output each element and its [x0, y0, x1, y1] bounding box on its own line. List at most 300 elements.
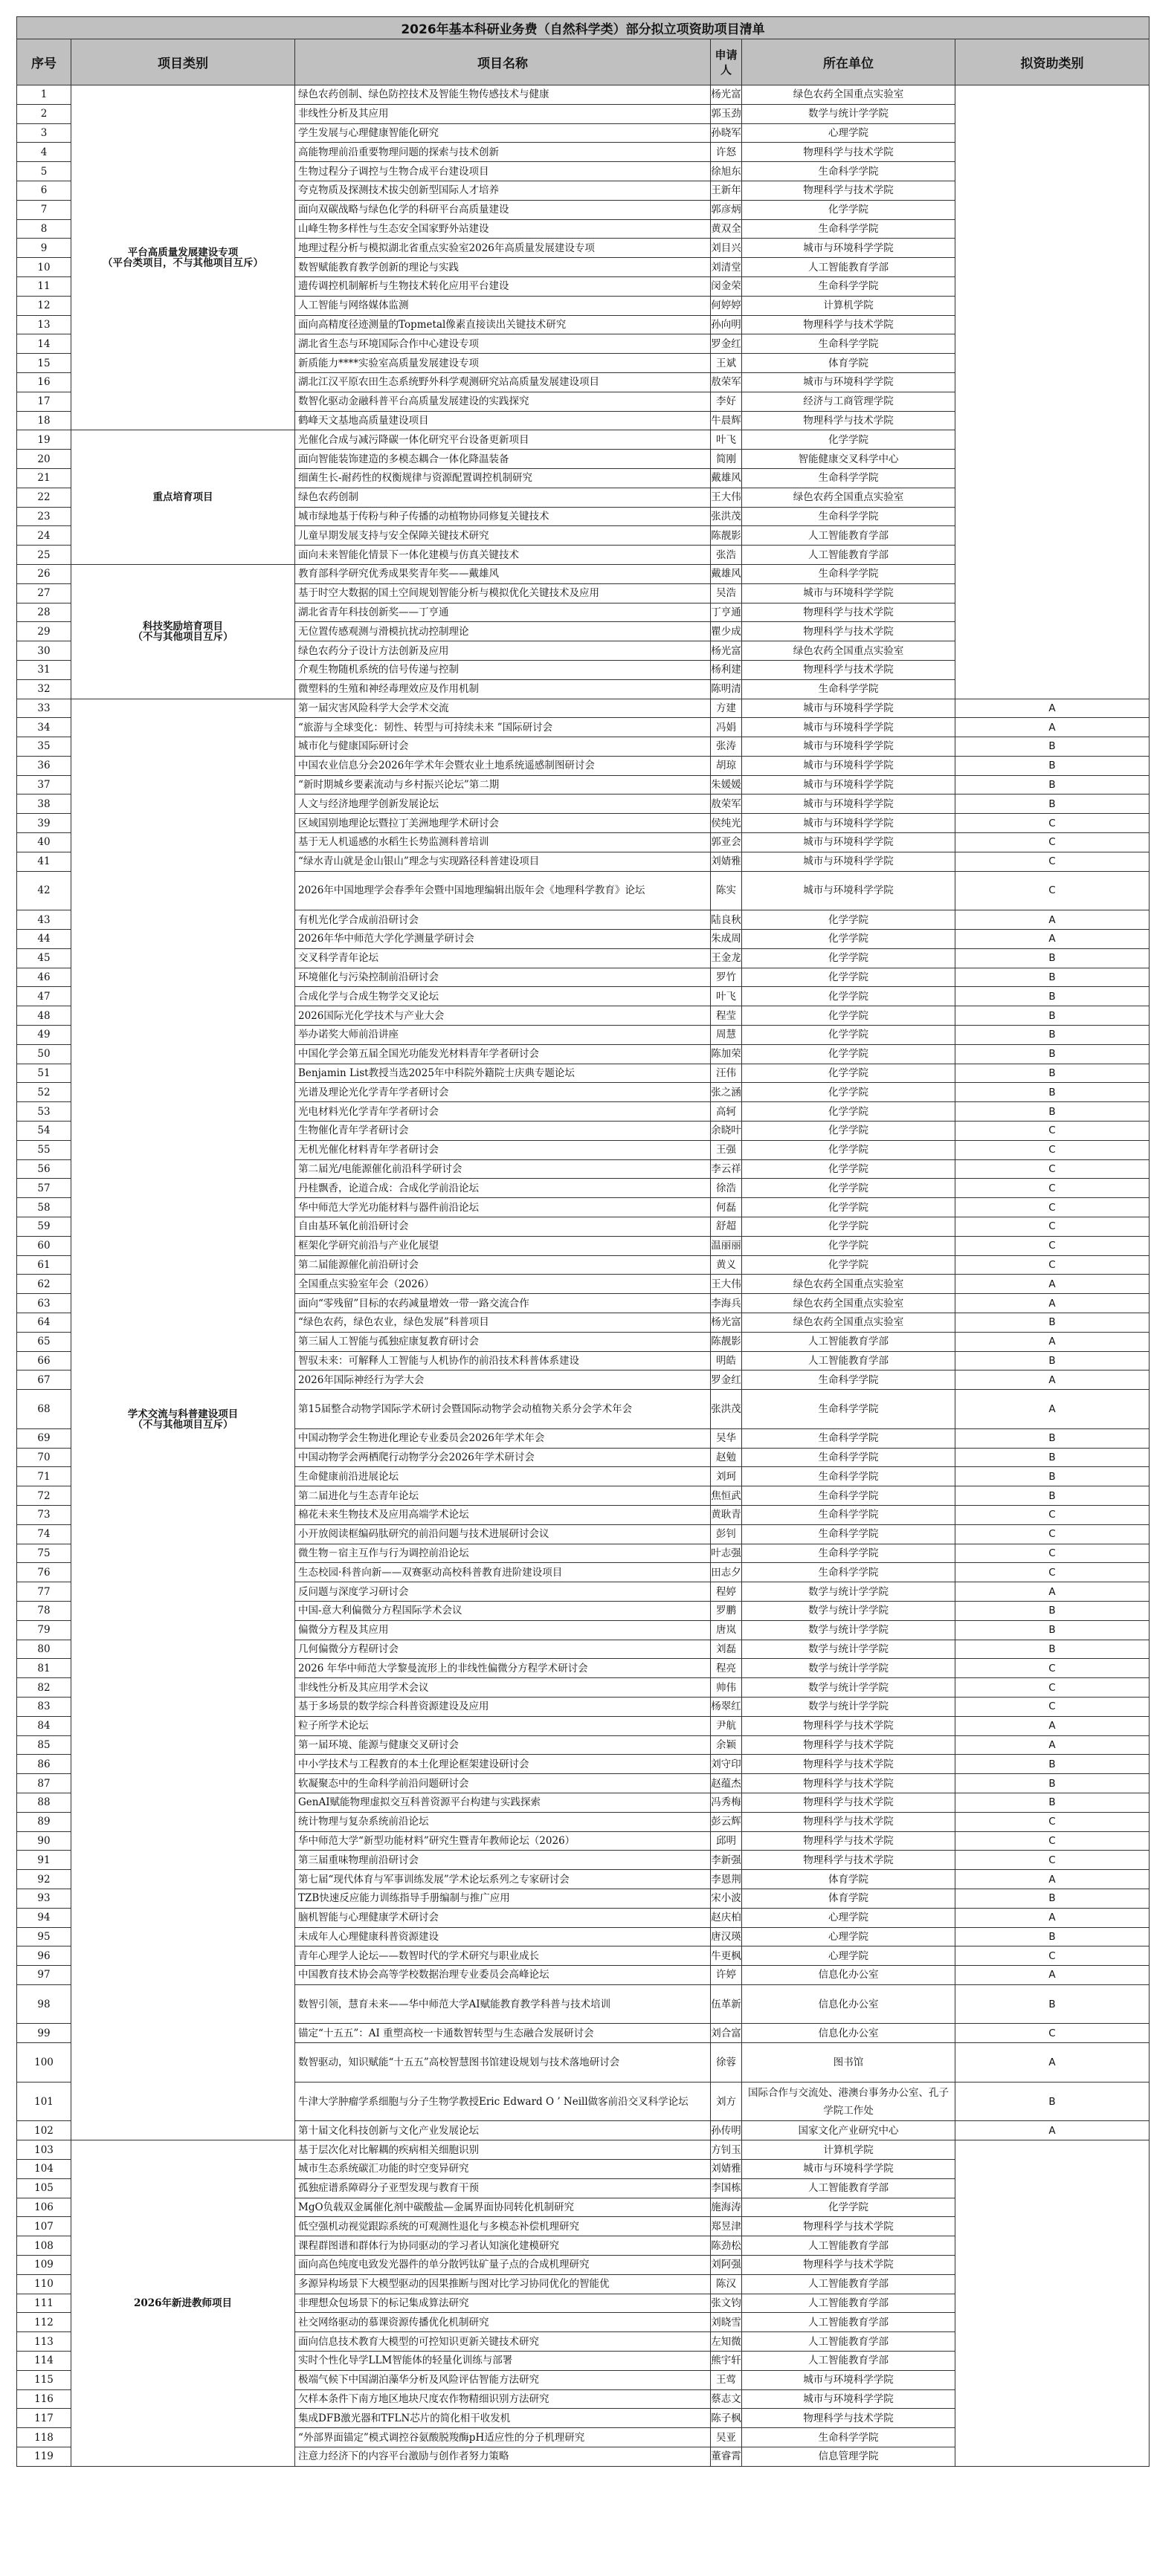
- applicant: 胡琼: [711, 756, 742, 775]
- applicant: 刘清堂: [711, 258, 742, 277]
- unit: 化学学院: [742, 1006, 955, 1026]
- project-name: 2026国际光化学技术与产业大会: [295, 1006, 711, 1026]
- funding-grade: C: [955, 1812, 1150, 1831]
- row-index: 3: [17, 123, 71, 143]
- unit: 城市与环境科学学院: [742, 756, 955, 775]
- applicant: 李海兵: [711, 1294, 742, 1313]
- unit: 物理科学与技术学院: [742, 1716, 955, 1735]
- unit: 人工智能教育学部: [742, 1351, 955, 1370]
- funding-grade: B: [955, 1026, 1150, 1045]
- funding-grade: C: [955, 871, 1150, 910]
- row-index: 59: [17, 1217, 71, 1237]
- row-index: 66: [17, 1351, 71, 1370]
- funding-grade: C: [955, 1255, 1150, 1275]
- row-index: 64: [17, 1313, 71, 1333]
- row-index: 38: [17, 795, 71, 814]
- unit: 数学与统计学学院: [742, 1582, 955, 1602]
- project-name: 集成DFB激光器和TFLN芯片的简化相干收发机: [295, 2409, 711, 2428]
- applicant: 李好: [711, 392, 742, 411]
- unit: 生命科学学院: [742, 162, 955, 181]
- project-name: 面向高精度径迹测量的Topmetal像素直接读出关键技术研究: [295, 315, 711, 334]
- row-index: 32: [17, 679, 71, 699]
- project-name: 面向信息技术教育大模型的可控知识更新关键技术研究: [295, 2332, 711, 2352]
- applicant: 杨利建: [711, 660, 742, 679]
- unit: 物理科学与技术学院: [742, 1774, 955, 1793]
- unit: 生命科学学院: [742, 564, 955, 583]
- row-index: 106: [17, 2198, 71, 2217]
- unit: 物理科学与技术学院: [742, 1831, 955, 1851]
- project-name: 生态校园·科普向新——双赛驱动高校科普教育进阶建设项目: [295, 1563, 711, 1582]
- funding-grade: A: [955, 718, 1150, 737]
- funding-grade: C: [955, 814, 1150, 833]
- project-name: 数智驱动，知识赋能“十五五”高校智慧图书馆建设规划与技术落地研讨会: [295, 2043, 711, 2083]
- applicant: 程莹: [711, 1006, 742, 1026]
- funding-grade-empty: [955, 2140, 1150, 2467]
- funding-grade: A: [955, 1735, 1150, 1755]
- project-name: “外部界面锚定”模式调控谷氨酸脱羧酶pH适应性的分子机理研究: [295, 2428, 711, 2447]
- funding-grade: C: [955, 1659, 1150, 1678]
- row-index: 104: [17, 2160, 71, 2179]
- row-index: 47: [17, 987, 71, 1006]
- unit: 生命科学学院: [742, 1370, 955, 1390]
- unit: 生命科学学院: [742, 1486, 955, 1506]
- unit: 化学学院: [742, 200, 955, 219]
- project-name: 偏微分方程及其应用: [295, 1620, 711, 1640]
- row-index: 48: [17, 1006, 71, 1026]
- category-label: 平台高质量发展建设专项: [127, 246, 239, 259]
- row-index: 18: [17, 411, 71, 430]
- unit: 城市与环境科学学院: [742, 871, 955, 910]
- row-index: 91: [17, 1851, 71, 1870]
- table-row: [17, 85, 1150, 105]
- applicant: 余颖: [711, 1735, 742, 1755]
- row-index: 30: [17, 641, 71, 661]
- table-title: 2026年基本科研业务费（自然科学类）部分拟立项资助项目清单: [17, 17, 1150, 39]
- applicant: 舒超: [711, 1217, 742, 1237]
- row-index: 6: [17, 181, 71, 200]
- applicant: 丁亨通: [711, 603, 742, 622]
- row-index: 45: [17, 948, 71, 968]
- category-cell: [71, 2140, 295, 2467]
- applicant: 方钊玉: [711, 2140, 742, 2160]
- funding-grade: B: [955, 1984, 1150, 2024]
- funding-grade: C: [955, 1851, 1150, 1870]
- applicant: 杨光富: [711, 641, 742, 661]
- applicant: 董睿霄: [711, 2447, 742, 2467]
- unit: 心理学院: [742, 1946, 955, 1966]
- applicant: 刘婧雅: [711, 852, 742, 871]
- project-name: 第二届能源催化前沿研讨会: [295, 1255, 711, 1275]
- row-index: 4: [17, 143, 71, 162]
- project-name: 2026年国际神经行为学大会: [295, 1370, 711, 1390]
- row-index: 74: [17, 1524, 71, 1544]
- applicant: 王莺: [711, 2370, 742, 2389]
- project-name: 鹤峰天文基地高质量建设项目: [295, 411, 711, 430]
- project-name: 框架化学研究前沿与产业化展望: [295, 1236, 711, 1255]
- row-index: 72: [17, 1486, 71, 1506]
- unit: 人工智能教育学部: [742, 546, 955, 565]
- funding-grade: B: [955, 1927, 1150, 1946]
- row-index: 87: [17, 1774, 71, 1793]
- applicant: 杨翠红: [711, 1697, 742, 1716]
- row-index: 46: [17, 968, 71, 987]
- project-name: 极端气候下中国湖泊藻华分析及风险评估智能方法研究: [295, 2370, 711, 2389]
- project-name: 基于多场景的数学综合科普资源建设及应用: [295, 1697, 711, 1716]
- row-index: 60: [17, 1236, 71, 1255]
- unit: 化学学院: [742, 430, 955, 450]
- row-index: 118: [17, 2428, 71, 2447]
- funding-grade: C: [955, 1140, 1150, 1159]
- unit: 数学与统计学学院: [742, 104, 955, 123]
- row-index: 108: [17, 2236, 71, 2256]
- project-name: 环境催化与污染控制前沿研讨会: [295, 968, 711, 987]
- unit: 计算机学院: [742, 296, 955, 315]
- project-name: 微生物－宿主互作与行为调控前沿论坛: [295, 1544, 711, 1563]
- funding-grade: C: [955, 1831, 1150, 1851]
- funding-grade: A: [955, 1332, 1150, 1351]
- project-name: 第二届光/电能源催化前沿科学研讨会: [295, 1159, 711, 1179]
- funding-grade: A: [955, 1275, 1150, 1294]
- applicant: 左知微: [711, 2332, 742, 2352]
- applicant: 温丽丽: [711, 1236, 742, 1255]
- row-index: 51: [17, 1064, 71, 1083]
- project-name: 绿色农药创制: [295, 488, 711, 507]
- funding-grade: C: [955, 1217, 1150, 1237]
- unit: 化学学院: [742, 930, 955, 949]
- funding-grade: B: [955, 1640, 1150, 1659]
- project-name: 生命健康前沿进展论坛: [295, 1467, 711, 1486]
- applicant: 焦恒武: [711, 1486, 742, 1506]
- unit: 物理科学与技术学院: [742, 622, 955, 641]
- funding-grade: A: [955, 2121, 1150, 2140]
- funding-grade: A: [955, 1582, 1150, 1602]
- category-note: （不与其他项目互斥）: [132, 1418, 233, 1431]
- project-name: 数智引领，慧育未来——华中师范大学AI赋能教育教学科普与技术培训: [295, 1984, 711, 2024]
- applicant: 郑昱津: [711, 2217, 742, 2236]
- row-index: 35: [17, 737, 71, 757]
- project-name: 未成年人心理健康科普资源建设: [295, 1927, 711, 1946]
- category-cell: [71, 699, 295, 2140]
- funding-grade: C: [955, 1544, 1150, 1563]
- unit: 智能健康交叉科学中心: [742, 450, 955, 469]
- project-name: 中小学技术与工程教育的本土化理论框架建设研讨会: [295, 1755, 711, 1774]
- funding-grade: B: [955, 756, 1150, 775]
- row-index: 13: [17, 315, 71, 334]
- project-name: 2026 年华中师范大学黎曼流形上的非线性偏微分方程学术研讨会: [295, 1659, 711, 1678]
- funding-grade: B: [955, 1601, 1150, 1620]
- applicant: 孙传明: [711, 2121, 742, 2140]
- unit: 物理科学与技术学院: [742, 1755, 955, 1774]
- header-grade: 拟资助类别: [955, 39, 1150, 85]
- applicant: 吴亚: [711, 2428, 742, 2447]
- row-index: 94: [17, 1908, 71, 1927]
- applicant: 刘晓雪: [711, 2313, 742, 2332]
- unit: 物理科学与技术学院: [742, 1851, 955, 1870]
- category-label: 学术交流与科普建设项目: [127, 1408, 239, 1420]
- project-name: 丹桂飘香，论道合成：合成化学前沿论坛: [295, 1179, 711, 1198]
- table-body: [17, 85, 1150, 2467]
- project-name: 基于无人机遥感的水稻生长势监测科普培训: [295, 833, 711, 852]
- project-name: 青年心理学人论坛——数智时代的学术研究与职业成长: [295, 1946, 711, 1966]
- unit: 城市与环境科学学院: [742, 833, 955, 852]
- row-index: 16: [17, 372, 71, 392]
- applicant: 侯纯光: [711, 814, 742, 833]
- funding-grade: B: [955, 987, 1150, 1006]
- funding-grade: B: [955, 775, 1150, 795]
- unit: 体育学院: [742, 354, 955, 373]
- applicant: 陈加荣: [711, 1044, 742, 1064]
- applicant: 李恩荆: [711, 1870, 742, 1889]
- unit: 生命科学学院: [742, 1467, 955, 1486]
- project-name: 智驭未来：可解释人工智能与人机协作的前沿技术科普体系建设: [295, 1351, 711, 1370]
- row-index: 31: [17, 660, 71, 679]
- project-name: 面向未来智能化情景下一体化建模与仿真关键技术: [295, 546, 711, 565]
- project-name: TZB快速反应能力训练指导手册编制与推广应用: [295, 1889, 711, 1908]
- unit: 物理科学与技术学院: [742, 2409, 955, 2428]
- project-name: 第二届进化与生态青年论坛: [295, 1486, 711, 1506]
- unit: 城市与环境科学学院: [742, 2370, 955, 2389]
- applicant: 王金龙: [711, 948, 742, 968]
- row-index: 11: [17, 276, 71, 296]
- project-name: 第15届整合动物学国际学术研讨会暨国际动物学会动植物关系分会学术年会: [295, 1390, 711, 1429]
- applicant: 刘珂: [711, 1467, 742, 1486]
- row-index: 54: [17, 1122, 71, 1141]
- row-index: 109: [17, 2256, 71, 2275]
- row-index: 82: [17, 1678, 71, 1698]
- applicant: 黄双全: [711, 219, 742, 239]
- project-name: 教育部科学研究优秀成果奖青年奖——戴雄风: [295, 564, 711, 583]
- category-cell: [71, 564, 295, 699]
- applicant: 明皓: [711, 1351, 742, 1370]
- project-name: 遗传调控机制解析与生物技术转化应用平台建设: [295, 276, 711, 296]
- unit: 化学学院: [742, 910, 955, 930]
- applicant: 王新年: [711, 181, 742, 200]
- unit: 化学学院: [742, 1255, 955, 1275]
- applicant: 孙向明: [711, 315, 742, 334]
- row-index: 98: [17, 1984, 71, 2024]
- applicant: 何磊: [711, 1198, 742, 1217]
- project-name: 中国-意大利偏微分方程国际学术会议: [295, 1601, 711, 1620]
- applicant: 郭玉劲: [711, 104, 742, 123]
- applicant: 冯娟: [711, 718, 742, 737]
- applicant: 朱媛媛: [711, 775, 742, 795]
- header-name: 项目名称: [295, 39, 711, 85]
- applicant: 黄义: [711, 1255, 742, 1275]
- row-index: 69: [17, 1428, 71, 1448]
- unit: 绿色农药全国重点实验室: [742, 641, 955, 661]
- unit: 信息管理学院: [742, 2447, 955, 2467]
- unit: 生命科学学院: [742, 1505, 955, 1524]
- project-name: 湖北省青年科技创新奖——丁亨通: [295, 603, 711, 622]
- funding-grade: A: [955, 930, 1150, 949]
- row-index: 99: [17, 2024, 71, 2043]
- row-index: 90: [17, 1831, 71, 1851]
- category-note: （不与其他项目互斥）: [132, 630, 233, 643]
- row-index: 52: [17, 1083, 71, 1102]
- project-name: 光谱及理论光化学青年学者研讨会: [295, 1083, 711, 1102]
- row-index: 50: [17, 1044, 71, 1064]
- row-index: 19: [17, 430, 71, 450]
- row-index: 23: [17, 507, 71, 526]
- row-index: 15: [17, 354, 71, 373]
- project-name: 介观生物随机系统的信号传递与控制: [295, 660, 711, 679]
- applicant: 黄耿青: [711, 1505, 742, 1524]
- project-name: 儿童早期发展支持与安全保障关键技术研究: [295, 526, 711, 546]
- row-index: 95: [17, 1927, 71, 1946]
- project-name: 2026年华中师范大学化学测量学研讨会: [295, 930, 711, 949]
- project-name: 课程群图谱和群体行为协同驱动的学习者认知演化建模研究: [295, 2236, 711, 2256]
- project-name: 欠样本条件下南方地区地块尺度农作物精细识别方法研究: [295, 2389, 711, 2409]
- applicant: 彭云辉: [711, 1812, 742, 1831]
- row-index: 42: [17, 871, 71, 910]
- applicant: 陈靓影: [711, 1332, 742, 1351]
- row-index: 116: [17, 2389, 71, 2409]
- unit: 物理科学与技术学院: [742, 181, 955, 200]
- project-name: 绿色农药分子设计方法创新及应用: [295, 641, 711, 661]
- header-row: [17, 39, 1150, 85]
- applicant: 熊宇轩: [711, 2352, 742, 2371]
- unit: 化学学院: [742, 1102, 955, 1122]
- unit: 绿色农药全国重点实验室: [742, 1313, 955, 1333]
- unit: 城市与环境科学学院: [742, 814, 955, 833]
- funding-grade: A: [955, 699, 1150, 718]
- unit: 化学学院: [742, 1140, 955, 1159]
- applicant: 陈汉: [711, 2274, 742, 2294]
- project-name: 数智赋能教育教学创新的理论与实践: [295, 258, 711, 277]
- row-index: 61: [17, 1255, 71, 1275]
- row-index: 49: [17, 1026, 71, 1045]
- unit: 人工智能教育学部: [742, 2332, 955, 2352]
- row-index: 89: [17, 1812, 71, 1831]
- funding-grade: A: [955, 2043, 1150, 2083]
- category-label: 科技奖励培育项目: [143, 620, 223, 632]
- unit: 物理科学与技术学院: [742, 2217, 955, 2236]
- unit: 绿色农药全国重点实验室: [742, 1294, 955, 1313]
- unit: 化学学院: [742, 968, 955, 987]
- unit: 生命科学学院: [742, 2428, 955, 2447]
- unit: 人工智能教育学部: [742, 258, 955, 277]
- funding-grade: B: [955, 795, 1150, 814]
- table-row: [17, 2140, 1150, 2160]
- applicant: 张洪茂: [711, 1390, 742, 1429]
- project-name: MgO负载双金属催化剂中碳酸盐—金属界面协同转化机制研究: [295, 2198, 711, 2217]
- project-name: 多源异构场景下大模型驱动的因果推断与图对比学习协同优化的智能优: [295, 2274, 711, 2294]
- unit: 化学学院: [742, 2198, 955, 2217]
- unit: 体育学院: [742, 1889, 955, 1908]
- applicant: 张之涵: [711, 1083, 742, 1102]
- row-index: 86: [17, 1755, 71, 1774]
- project-name: Benjamin List教授当选2025年中科院外籍院士庆典专题论坛: [295, 1064, 711, 1083]
- project-name: 中国动物学会两栖爬行动物学分会2026年学术研讨会: [295, 1448, 711, 1467]
- unit: 经济与工商管理学院: [742, 392, 955, 411]
- row-index: 36: [17, 756, 71, 775]
- applicant: 戴雄风: [711, 564, 742, 583]
- project-name: 自由基环氧化前沿研讨会: [295, 1217, 711, 1237]
- applicant: 刘婧雅: [711, 2160, 742, 2179]
- row-index: 80: [17, 1640, 71, 1659]
- applicant: 高轲: [711, 1102, 742, 1122]
- project-name: 学生发展与心理健康智能化研究: [295, 123, 711, 143]
- funding-grade: C: [955, 1505, 1150, 1524]
- project-name: 第三届人工智能与孤独症康复教育研讨会: [295, 1332, 711, 1351]
- applicant: 朱成周: [711, 930, 742, 949]
- project-name: 2026年中国地理学会春季年会暨中国地理编辑出版年会《地理科学教育》论坛: [295, 871, 711, 910]
- row-index: 85: [17, 1735, 71, 1755]
- project-name: 牛津大学肿瘤学系细胞与分子生物学教授Eric Edward O ’ Neill做客前沿交叉科学论坛: [295, 2082, 711, 2121]
- row-index: 70: [17, 1448, 71, 1467]
- project-name: 山峰生物多样性与生态安全国家野外站建设: [295, 219, 711, 239]
- unit: 化学学院: [742, 1179, 955, 1198]
- project-name: 新质能力****实验室高质量发展建设专项: [295, 354, 711, 373]
- project-name: 面向智能装饰建造的多模态耦合一体化降温装备: [295, 450, 711, 469]
- row-index: 21: [17, 468, 71, 488]
- row-index: 76: [17, 1563, 71, 1582]
- row-index: 29: [17, 622, 71, 641]
- funding-grade: B: [955, 1044, 1150, 1064]
- project-name: “绿色农药，绿色农业，绿色发展”科普项目: [295, 1313, 711, 1333]
- unit: 生命科学学院: [742, 468, 955, 488]
- applicant: 何婷婷: [711, 296, 742, 315]
- applicant: 瞿少成: [711, 622, 742, 641]
- project-name: 实时个性化导学LLM智能体的轻量化训练与部署: [295, 2352, 711, 2371]
- category-cell: [71, 85, 295, 430]
- funding-grade: C: [955, 852, 1150, 871]
- applicant: 罗鹏: [711, 1601, 742, 1620]
- applicant: 帅伟: [711, 1678, 742, 1698]
- row-index: 58: [17, 1198, 71, 1217]
- row-index: 110: [17, 2274, 71, 2294]
- applicant: 刘守印: [711, 1755, 742, 1774]
- funding-grade: C: [955, 833, 1150, 852]
- category-label: 2026年新进教师项目: [133, 2297, 233, 2310]
- project-name: 有机光化学合成前沿研讨会: [295, 910, 711, 930]
- funding-grade: B: [955, 1620, 1150, 1640]
- project-name: 城市化与健康国际研讨会: [295, 737, 711, 757]
- funding-grade: A: [955, 1870, 1150, 1889]
- unit: 心理学院: [742, 1927, 955, 1946]
- unit: 生命科学学院: [742, 507, 955, 526]
- applicant: 王大伟: [711, 1275, 742, 1294]
- applicant: 刘阿强: [711, 2256, 742, 2275]
- funding-grade-empty: [955, 85, 1150, 699]
- unit: 生命科学学院: [742, 276, 955, 296]
- applicant: 叶志强: [711, 1544, 742, 1563]
- applicant: 陈劲松: [711, 2236, 742, 2256]
- project-name: 第一届灾害风险科学大会学术交流: [295, 699, 711, 718]
- row-index: 78: [17, 1601, 71, 1620]
- applicant: 王强: [711, 1140, 742, 1159]
- unit: 城市与环境科学学院: [742, 239, 955, 258]
- funding-grade: B: [955, 1313, 1150, 1333]
- row-index: 93: [17, 1889, 71, 1908]
- project-name: 细菌生长-耐药性的权衡规律与资源配置调控机制研究: [295, 468, 711, 488]
- funding-grade: A: [955, 1908, 1150, 1927]
- unit: 化学学院: [742, 1159, 955, 1179]
- applicant: 李新强: [711, 1851, 742, 1870]
- project-name: 注意力经济下的内容平台激励与创作者努力策略: [295, 2447, 711, 2467]
- unit: 物理科学与技术学院: [742, 1812, 955, 1831]
- project-name: 全国重点实验室年会（2026）: [295, 1275, 711, 1294]
- project-name: 非线性分析及其应用学术会议: [295, 1678, 711, 1698]
- project-name: 几何偏微分方程研讨会: [295, 1640, 711, 1659]
- project-name: 区域国别地理论坛暨拉丁美洲地理学术研讨会: [295, 814, 711, 833]
- applicant: 敖荣军: [711, 372, 742, 392]
- project-name: “新时期城乡要素流动与乡村振兴论坛”第二期: [295, 775, 711, 795]
- row-index: 96: [17, 1946, 71, 1966]
- applicant: 陆良秋: [711, 910, 742, 930]
- applicant: 冯秀梅: [711, 1793, 742, 1812]
- project-name: 合成化学与合成生物学交叉论坛: [295, 987, 711, 1006]
